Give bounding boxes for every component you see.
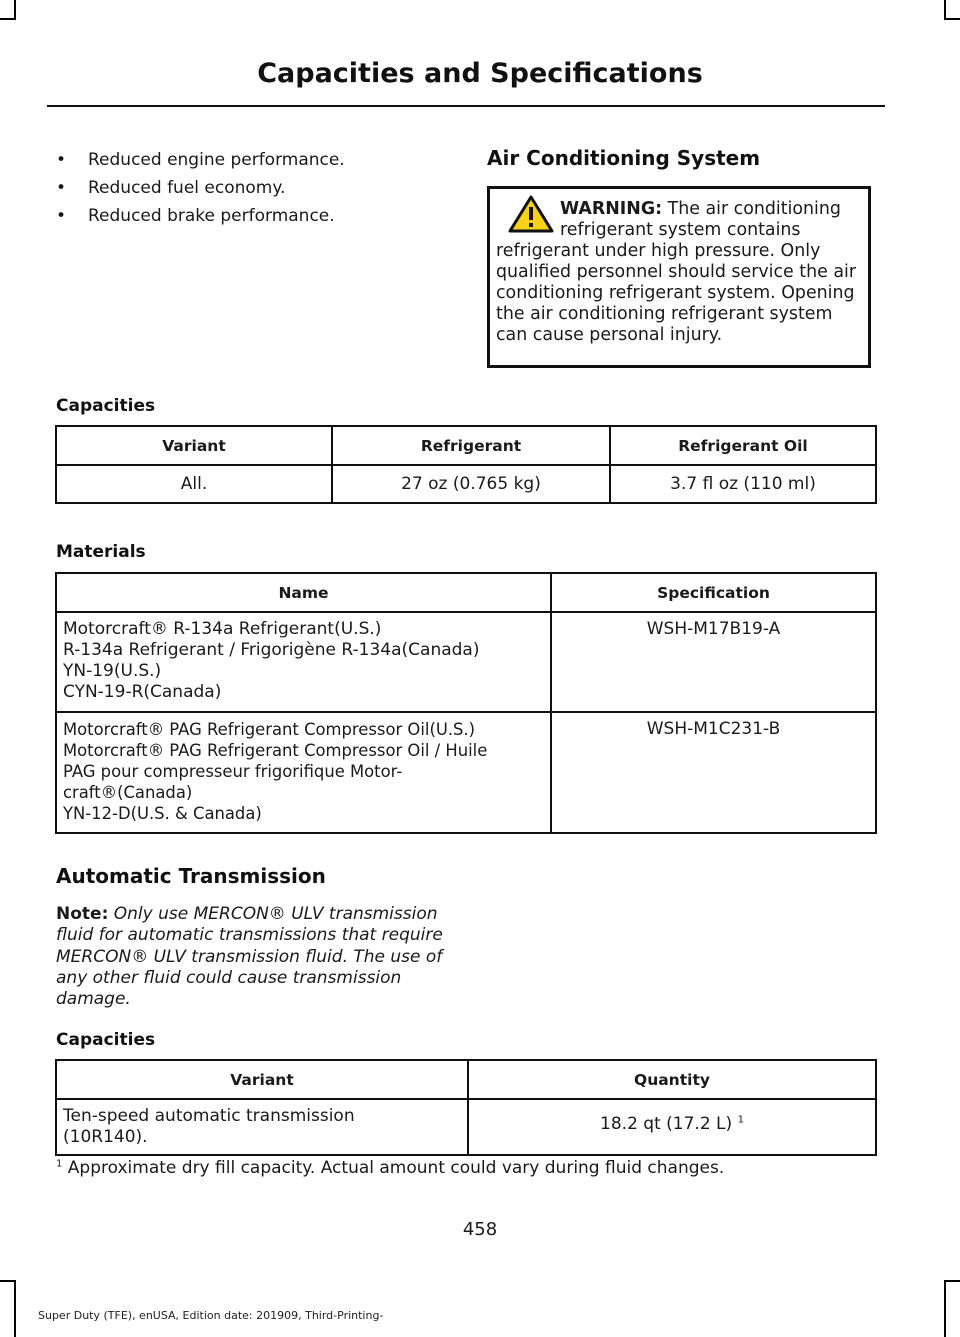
page-number: 458 [462, 1219, 498, 1240]
material-name-cell [56, 712, 551, 833]
table-header-row [56, 1060, 876, 1099]
table-cell: 3.7 fl oz (110 ml) [610, 465, 876, 503]
variant-line: (10R140). [63, 1127, 148, 1147]
quantity-value: 18.2 qt (17.2 L) [600, 1114, 733, 1134]
bullet-text: Reduced engine performance. [88, 150, 345, 170]
bullet-item [56, 146, 456, 174]
variant-cell [56, 1099, 468, 1155]
materials-table [55, 572, 877, 834]
table-row [56, 612, 876, 712]
capacities-heading: Capacities [56, 396, 156, 416]
edition-info: Super Duty (TFE), enUSA, Edition date: 201909, Third-Printing- [38, 1309, 384, 1322]
table-header-row [56, 426, 876, 465]
material-name-line: Motorcraft® PAG Refrigerant Compressor Oil / Huile [63, 741, 488, 760]
column-header: Variant [56, 1060, 468, 1099]
crop-mark [14, 0, 16, 20]
ac-heading: Air Conditioning System [487, 146, 761, 170]
footnote-mark: 1 [56, 1158, 63, 1170]
column-header: Quantity [468, 1060, 876, 1099]
quantity-cell [468, 1099, 876, 1155]
transmission-capacities-heading: Capacities [56, 1030, 156, 1050]
crop-mark [944, 1280, 960, 1282]
crop-mark [0, 1280, 16, 1282]
material-name-cell [56, 612, 551, 712]
refrigerant-capacities-table [55, 425, 877, 504]
table-cell: 27 oz (0.765 kg) [332, 465, 610, 503]
material-name-line: Motorcraft® R-134a Refrigerant(U.S.) [63, 619, 382, 639]
material-name-line: Motorcraft® PAG Refrigerant Compressor Oil(U.S.) [63, 720, 476, 739]
bullet-item [56, 202, 456, 230]
crop-mark [944, 0, 946, 20]
table-header-row [56, 573, 876, 612]
materials-heading: Materials [56, 542, 146, 562]
bullet-item [56, 174, 456, 202]
crop-mark [0, 18, 16, 20]
variant-line: Ten-speed automatic transmission [63, 1106, 355, 1126]
footnote-ref: 1 [737, 1114, 744, 1126]
title-rule [47, 105, 885, 107]
material-name-line: YN-12-D(U.S. & Canada) [63, 804, 262, 823]
column-header: Refrigerant [332, 426, 610, 465]
material-name-line: R-134a Refrigerant / Frigorigène R-134a(Canada) [63, 640, 480, 660]
table-cell: All. [56, 465, 332, 503]
table-row [56, 465, 876, 503]
note-text: Only use MERCON® ULV transmission fluid for automatic transmissions that require MERCON® ULV transmission fluid. The use of any other fluid could cause transmission damage. [56, 904, 443, 1010]
table-row [56, 712, 876, 833]
warning-text: The air conditioning refrigerant system contains refrigerant under high pressure. Only qualified personnel should service the air conditioning refrigerant system. Opening the air conditioning refrigerant system can cause personal injury. [496, 199, 856, 345]
crop-mark [14, 1280, 16, 1337]
column-header: Variant [56, 426, 332, 465]
bullet-icon: • [56, 150, 67, 170]
material-name-line: craft®(Canada) [63, 783, 193, 802]
bullet-text: Reduced fuel economy. [88, 178, 286, 198]
footnote [56, 1158, 724, 1178]
note-label: Note: [56, 904, 109, 924]
column-header: Refrigerant Oil [610, 426, 876, 465]
material-name-line: YN-19(U.S.) [63, 661, 162, 681]
bullet-list [56, 146, 456, 230]
transmission-note [56, 904, 466, 1010]
column-header: Specification [551, 573, 876, 612]
footnote-text: Approximate dry fill capacity. Actual amount could vary during fluid changes. [62, 1158, 725, 1178]
table-row [56, 1099, 876, 1155]
warning-label: WARNING: [560, 199, 663, 219]
transmission-heading: Automatic Transmission [56, 864, 326, 888]
crop-mark [944, 1280, 946, 1337]
crop-mark [944, 18, 960, 20]
bullet-text: Reduced brake performance. [88, 206, 335, 226]
page-title: Capacities and Specifications [257, 58, 703, 89]
material-spec-cell: WSH-M1C231-B [551, 712, 876, 833]
column-header: Name [56, 573, 551, 612]
transmission-capacities-table [55, 1059, 877, 1156]
warning-box [487, 186, 871, 368]
material-spec-cell: WSH-M17B19-A [551, 612, 876, 712]
material-name-line: CYN-19-R(Canada) [63, 682, 222, 702]
warning-triangle-icon [508, 195, 554, 233]
material-name-line: PAG pour compresseur frigorifique Motor- [63, 762, 403, 781]
bullet-icon: • [56, 178, 67, 198]
bullet-icon: • [56, 206, 67, 226]
